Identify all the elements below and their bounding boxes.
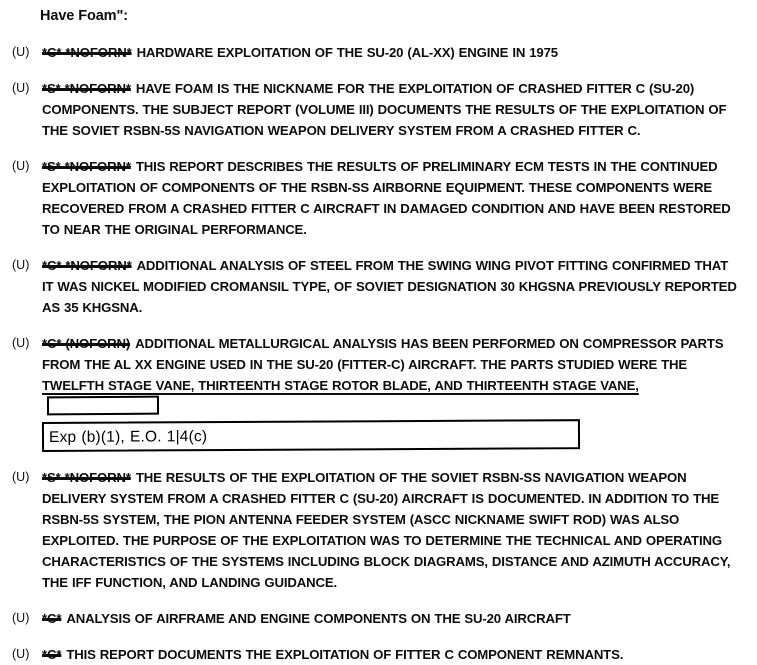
portion-marker: (U) — [12, 647, 30, 661]
struck-classification: *C* (NOFORN) — [42, 336, 131, 351]
portion-marker: (U) — [12, 159, 30, 173]
struck-classification: *C* *NOFORN* — [42, 45, 132, 60]
paragraph-body — [42, 467, 742, 593]
paragraph-text: ADDITIONAL ANALYSIS OF STEEL FROM THE SWING WING PIVOT FITTING CONFIRMED THAT IT WAS NICKEL MODIFIED CROMANSIL TYPE, OF SOVIET DESIGNATION 30 KHGSNA PREVIOUSLY REPORTED AS 35 KHGSNA. — [42, 258, 737, 315]
struck-classification: *C* — [42, 611, 62, 626]
page-title: Have Foam": — [40, 8, 128, 24]
exemption-stamp-text: Exp (b)(1), E.O. 1|4(c) — [48, 428, 208, 446]
paragraph — [12, 156, 747, 240]
paragraph-with-redaction — [12, 333, 747, 452]
paragraph-body — [42, 156, 742, 240]
paragraph-text: ANALYSIS OF AIRFRAME AND ENGINE COMPONENTS ON THE SU-20 AIRCRAFT — [66, 611, 571, 626]
struck-classification: *C* — [42, 647, 62, 662]
paragraph — [12, 42, 747, 63]
paragraph-body — [42, 255, 742, 318]
struck-classification: *S* *NOFORN* — [42, 81, 131, 96]
paragraph — [12, 78, 747, 141]
underlined-text: TWELFTH STAGE VANE, THIRTEENTH STAGE ROTOR BLADE, AND THIRTEENTH STAGE VANE, — [42, 378, 639, 393]
struck-classification: *S* *NOFORN* — [42, 470, 131, 485]
paragraph-body — [42, 42, 558, 63]
paragraph — [12, 644, 747, 665]
paragraph — [12, 467, 747, 593]
paragraph-text: ADDITIONAL METALLURGICAL ANALYSIS HAS BEEN PERFORMED ON COMPRESSOR PARTS FROM THE AL XX ENGINE USED IN THE SU-20 (FITTER-C) AIRCRAFT. THE PARTS STUDIED WERE THE — [42, 336, 724, 372]
paragraph-body — [42, 78, 742, 141]
portion-marker: (U) — [12, 470, 30, 484]
paragraph-body — [42, 333, 742, 452]
redaction-box-small — [47, 396, 159, 416]
portion-marker: (U) — [12, 81, 30, 95]
portion-marker: (U) — [12, 611, 30, 625]
paragraph — [12, 255, 747, 318]
portion-marker: (U) — [12, 45, 30, 59]
struck-classification: *C* *NOFORN* — [42, 258, 132, 273]
exemption-stamp-box — [42, 419, 580, 452]
struck-classification: *S* *NOFORN* — [42, 159, 131, 174]
paragraph-text: HARDWARE EXPLOITATION OF THE SU-20 (AL-XX) ENGINE IN 1975 — [136, 45, 558, 60]
portion-marker: (U) — [12, 336, 30, 350]
paragraph — [12, 608, 747, 629]
paragraph-body — [42, 644, 623, 665]
paragraph-text: THE RESULTS OF THE EXPLOITATION OF THE SOVIET RSBN-SS NAVIGATION WEAPON DELIVERY SYSTEM FROM A CRASHED FITTER C (SU-20) AIRCRAFT IS DOCUMENTED. IN ADDITION TO THE RSBN-5S SYSTEM, THE PION ANTENNA FEEDER SYSTEM (ASCC NICKNAME SWIFT ROD) WAS ALSO EXPLOITED. THE PURPOSE OF THE EXPLOITATION WAS TO DETERMINE THE TECHNICAL AND OPERATING CHARACTERISTICS OF THE SYSTEMS INCLUDING BLOCK DIAGRAMS, DISTANCE AND AZIMUTH ACCURACY, THE IFF FUNCTION, AND LANDING GUIDANCE. — [42, 470, 731, 590]
paragraph-text: HAVE FOAM IS THE NICKNAME FOR THE EXPLOITATION OF CRASHED FITTER C (SU-20) COMPONENTS. THE SUBJECT REPORT (VOLUME III) DOCUMENTS THE RESULTS OF THE EXPLOITATION OF THE SOVIET RSBN-5S NAVIGATION WEAPON DELIVERY SYSTEM FROM A CRASHED FITTER C. — [42, 81, 727, 138]
portion-marker: (U) — [12, 258, 30, 272]
paragraph-text: THIS REPORT DESCRIBES THE RESULTS OF PRELIMINARY ECM TESTS IN THE CONTINUED EXPLOITATION OF COMPONENTS OF THE RSBN-SS AIRBORNE EQUIPMENT. THESE COMPONENTS WERE RECOVERED FROM A CRASHED FITTER C AIRCRAFT IN DAMAGED CONDITION AND HAVE BEEN RESTORED TO NEAR THE ORIGINAL PERFORMANCE. — [42, 159, 731, 237]
paragraph-text: THIS REPORT DOCUMENTS THE EXPLOITATION OF FITTER C COMPONENT REMNANTS. — [66, 647, 624, 662]
paragraph-body — [42, 608, 571, 629]
